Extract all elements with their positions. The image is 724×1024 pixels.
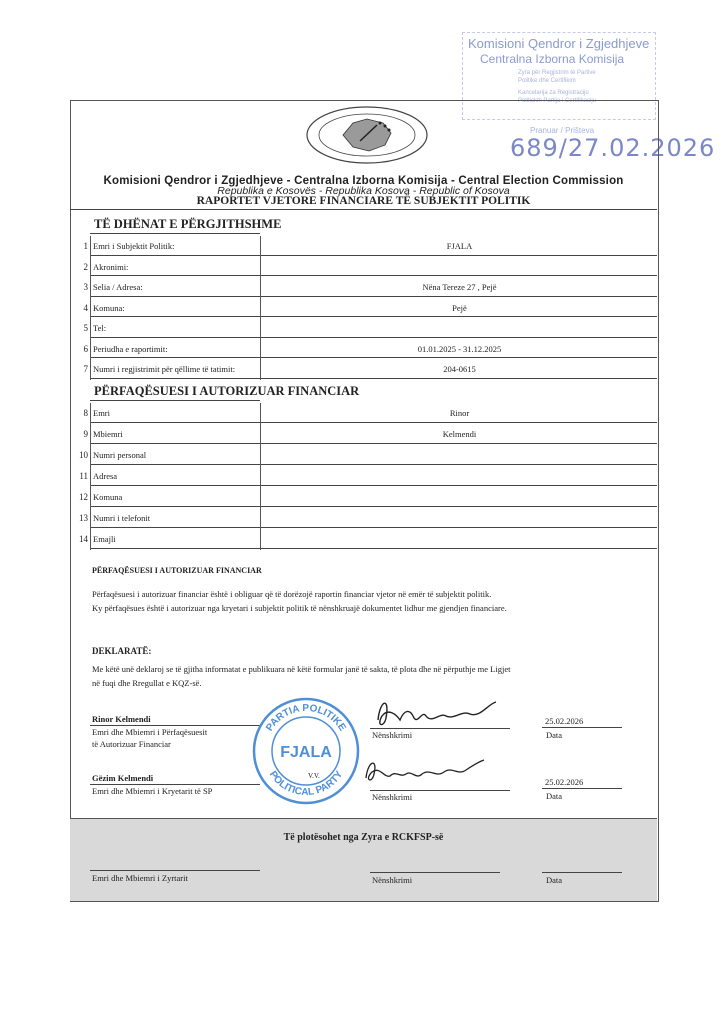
party-stamp-icon — [250, 695, 362, 807]
column-divider — [260, 339, 261, 360]
column-divider — [260, 487, 261, 508]
date-line — [542, 788, 622, 789]
row-label: Komuna — [93, 492, 123, 502]
column-divider — [260, 445, 261, 466]
row-number: 10 — [79, 450, 88, 460]
row-divider — [90, 255, 657, 256]
stamp-number: 689/27.02.2026 — [510, 134, 716, 162]
column-divider — [90, 466, 91, 487]
column-divider — [260, 529, 261, 550]
row-divider — [90, 422, 657, 423]
heading-underline — [90, 233, 260, 234]
row-number: 6 — [83, 343, 88, 354]
column-divider — [260, 298, 261, 319]
column-divider — [90, 236, 91, 257]
column-divider — [260, 257, 261, 278]
column-divider — [90, 445, 91, 466]
row-number: 4 — [83, 302, 88, 313]
date-label: Data — [546, 791, 563, 801]
representative-name: Rinor Kelmendi — [92, 714, 151, 724]
row-divider — [90, 296, 657, 297]
row-label: Selia / Adresa: — [93, 282, 143, 292]
row-divider — [90, 357, 657, 358]
row-divider — [90, 275, 657, 276]
party-stamp-top: PARTIA POLITIKE — [264, 702, 348, 734]
date-label: Data — [546, 730, 563, 740]
declaration-text-1: Me këtë unë deklaroj se të gjitha informatat e publikuara në këtë formular janë të sakta, të plota dhe në përputhje me Ligjet — [92, 664, 511, 674]
representative-role-2: të Autorizuar Financiar — [92, 739, 171, 749]
official-use-title: Të plotësohet nga Zyra e RCKFSP-së — [283, 832, 444, 843]
row-number: 11 — [79, 471, 88, 481]
official-use-area — [70, 818, 657, 901]
stamp-small-4: Politickih Partija i Certifikaciju — [518, 98, 597, 104]
row-divider — [90, 378, 657, 379]
column-divider — [90, 298, 91, 319]
title-divider — [70, 209, 657, 210]
chairman-name: Gëzim Kelmendi — [92, 773, 154, 783]
chairman-date: 25.02.2026 — [545, 777, 584, 787]
section-general-heading: TË DHËNAT E PËRGJITHSHME — [94, 217, 282, 231]
authorized-text-1: Përfaqësuesi i autorizuar financiar është i obliguar që të dorëzojë raportin financiar vjetor në emër të subjektit politik. — [92, 589, 492, 599]
authorized-text-2: Ky përfaqësues është i autorizuar nga kryetari i subjektit politik të nënshkruajë dokumentet lidhur me gjendjen financiare. — [92, 603, 507, 613]
official-date-line — [542, 872, 622, 873]
row-number: 12 — [79, 492, 88, 502]
representative-signature-icon — [370, 690, 510, 734]
row-value: Pejë — [452, 302, 467, 313]
column-divider — [90, 359, 91, 380]
column-divider — [90, 487, 91, 508]
row-value: 204-0615 — [443, 364, 476, 374]
document-title: RAPORTET VJETORE FINANCIARE TË SUBJEKTIT POLITIK — [196, 195, 531, 207]
row-label: Akronimi: — [93, 261, 129, 272]
row-label: Numri i telefonit — [93, 513, 151, 523]
declaration-text-2: në fuqi dhe Rregullat e KQZ-së. — [92, 678, 202, 688]
column-divider — [90, 277, 91, 298]
heading-underline — [90, 400, 260, 401]
vv-mark: V.V. — [308, 772, 320, 780]
stamp-small-3: Kancelarija za Registraciju — [518, 90, 589, 96]
row-value: 01.01.2025 - 31.12.2025 — [417, 343, 502, 354]
row-label: Emajli — [93, 534, 116, 544]
column-divider — [260, 403, 261, 424]
row-number: 14 — [79, 534, 88, 544]
name-line — [90, 725, 260, 726]
row-label: Emri — [93, 408, 110, 418]
row-value: Kelmendi — [442, 429, 477, 439]
row-label: Mbiemri — [93, 429, 123, 439]
row-label: Numri i regjistrimit për qëllime të tatimit: — [93, 364, 236, 374]
column-divider — [90, 529, 91, 550]
official-signature-line — [370, 872, 500, 873]
date-line — [542, 727, 622, 728]
row-divider — [90, 527, 657, 528]
commission-name: Komisioni Qendror i Zgjedhjeve - Centralna Izborna Komisija - Central Election Commission — [103, 175, 624, 187]
row-number: 2 — [83, 261, 88, 272]
official-name-line — [90, 870, 260, 871]
row-number: 8 — [83, 408, 88, 418]
chairman-signature-icon — [360, 752, 490, 790]
row-value: Nëna Tereze 27 , Pejë — [422, 282, 497, 292]
name-line — [90, 784, 260, 785]
row-value: FJALA — [446, 241, 473, 251]
stamp-line-2: Centralna Izborna Komisija — [480, 52, 625, 66]
row-number: 9 — [83, 429, 88, 439]
official-signature-label: Nënshkrimi — [372, 875, 413, 885]
row-label: Komuna: — [93, 302, 125, 313]
representative-date: 25.02.2026 — [545, 716, 584, 726]
row-number: 1 — [83, 241, 88, 251]
column-divider — [260, 277, 261, 298]
row-divider — [90, 506, 657, 507]
stamp-small-2: Politike dhe Certifikim — [518, 78, 576, 84]
stamp-small-5: Pranuar / Prišteva — [530, 126, 595, 135]
column-divider — [90, 318, 91, 339]
chairman-role: Emri dhe Mbiemri i Kryetarit të SP — [92, 786, 213, 796]
column-divider — [260, 236, 261, 257]
column-divider — [90, 508, 91, 529]
row-label: Periudha e raportimit: — [93, 343, 168, 354]
row-divider — [90, 316, 657, 317]
section-representative-heading: PËRFAQËSUESI I AUTORIZUAR FINANCIAR — [94, 384, 360, 398]
row-label: Emri i Subjektit Politik: — [93, 241, 175, 251]
row-number: 3 — [83, 282, 88, 292]
republic-name: Republika e Kosovës - Republika Kosova - Republic of Kosova — [217, 185, 510, 197]
row-divider — [90, 485, 657, 486]
row-label: Numri personal — [93, 450, 147, 460]
row-label: Adresa — [93, 471, 118, 481]
row-value: Rinor — [449, 408, 470, 418]
column-divider — [260, 508, 261, 529]
column-divider — [90, 339, 91, 360]
row-divider — [90, 337, 657, 338]
cec-logo-icon — [305, 105, 430, 165]
row-divider — [90, 548, 657, 549]
column-divider — [260, 424, 261, 445]
signature-line — [370, 790, 510, 791]
column-divider — [260, 318, 261, 339]
representative-role-1: Emri dhe Mbiemri i Përfaqësuesit — [92, 727, 208, 737]
signature-label: Nënshkrimi — [372, 792, 413, 802]
row-divider — [90, 464, 657, 465]
official-name-label: Emri dhe Mbiemri i Zyrtarit — [92, 873, 188, 883]
row-label: Tel: — [93, 323, 107, 333]
party-stamp-center: FJALA — [280, 744, 332, 761]
declaration-heading: DEKLARATË: — [92, 646, 152, 656]
column-divider — [260, 359, 261, 380]
column-divider — [90, 403, 91, 424]
column-divider — [90, 424, 91, 445]
row-divider — [90, 443, 657, 444]
party-stamp-bottom: POLITICAL PARTY — [266, 769, 346, 799]
row-number: 5 — [83, 323, 88, 333]
column-divider — [260, 466, 261, 487]
row-number: 13 — [79, 513, 88, 523]
authorized-heading: PËRFAQËSUESI I AUTORIZUAR FINANCIAR — [92, 566, 262, 575]
official-date-label: Data — [546, 875, 563, 885]
signature-label: Nënshkrimi — [372, 730, 413, 740]
stamp-line-1: Komisioni Qendror i Zgjedhjeve — [468, 36, 650, 51]
column-divider — [90, 257, 91, 278]
row-number: 7 — [83, 364, 88, 374]
stamp-small-1: Zyra për Regjistrim të Partive — [518, 70, 596, 76]
